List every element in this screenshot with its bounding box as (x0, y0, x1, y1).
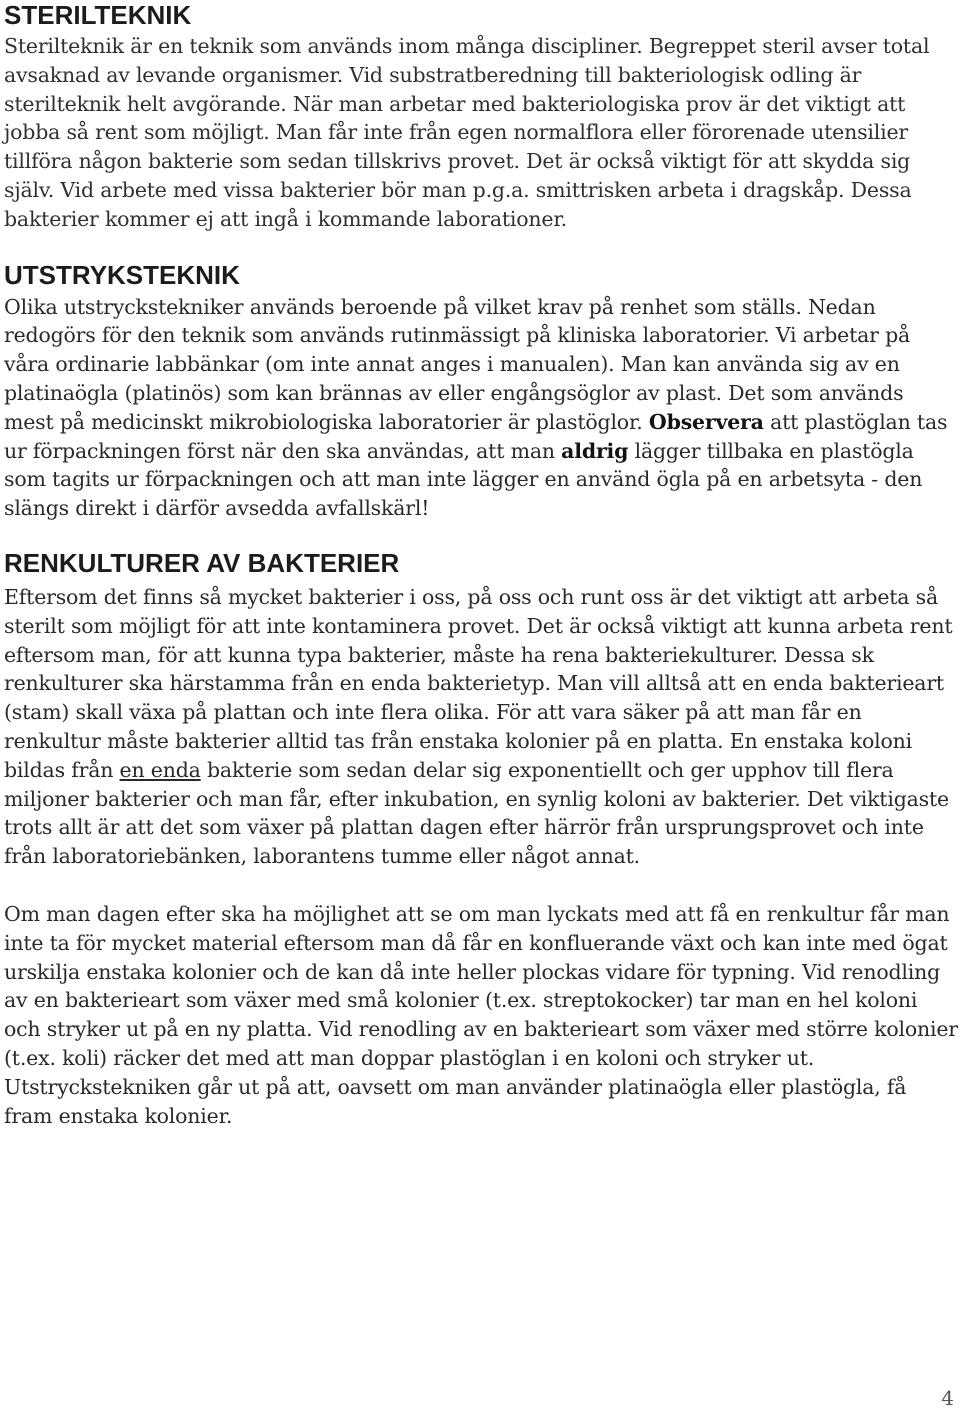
heading-sterilteknik: STERILTEKNIK (4, 0, 192, 30)
text-run: att plastöglan tas ur förpackningen först när den ska användas, att man (4, 409, 948, 463)
text-run: Olika utstryckstekniker används beroende på vilket krav på renhet som ställs. Nedan redogörs för den teknik som används rutinmässigt på kliniska laboratorier. Vi arbetar på våra ordinarie labbänkar (om inte annat anges i manualen). Man kan använda sig av en platinaögla (platinös) som kan brännas av eller engångsöglor av plast. Det som används mest på medicinskt mikrobiologiska laboratorier är plastöglor. (4, 294, 911, 434)
heading-renkulturer: RENKULTURER AV BAKTERIER (4, 547, 400, 578)
emphasis-aldrig: aldrig (561, 438, 629, 463)
emphasis-observera: Observera (648, 409, 764, 434)
text-run: Eftersom det finns så mycket bakterier i oss, på oss och runt oss är det viktigt att arbeta så sterilt som möjligt för att inte kontaminera provet. Det är också viktigt att kunna arbeta rent eftersom man, för att kunna typa bakterier, måste ha rena bakteriekulturer. Dessa sk renkulturer ska härstamma från en enda bakterietyp. Man vill alltså att en enda bakterieart (stam) skall växa på plattan och inte flera olika. För att vara säker på att man får en renkultur måste bakterier alltid tas från enstaka kolonier på en platta. En enstaka koloni bildas från (4, 584, 953, 782)
paragraph-renkulturer-2: Om man dagen efter ska ha möjlighet att se om man lyckats med att få en renkultur får man inte ta för mycket material eftersom man då får en konfluerande växt och kan inte med ögat urskilja enstaka kolonier och de kan då inte heller plockas vidare för typning. Vid renodling av en bakterieart som växer med små kolonier (t.ex. streptokocker) tar man en hel koloni och stryker ut på en ny platta. Vid renodling av en bakterieart som växer med större kolonier (t.ex. koli) räcker det med att man doppar plastöglan i en koloni och stryker ut. Utstryckstekniken går ut på att, oavsett om man använder platinaögla eller plastögla, få fram enstaka kolonier. (4, 901, 958, 1128)
document-page (4, 0, 958, 1130)
paragraph-renkulturer-1 (4, 583, 958, 871)
underlined-en-enda: en enda (119, 757, 201, 782)
paragraph-utstrykstektnik (4, 293, 958, 523)
heading-utstrykstektnik: UTSTRYKSTEKNIK (4, 259, 240, 290)
page-number: 4 (941, 1386, 954, 1410)
text-run: lägger tillbaka en plastögla som tagits ur förpackningen och att man inte lägger en använd ögla på en arbetsyta - den slängs direkt i därför avsedda avfallskärl! (4, 438, 923, 521)
paragraph-sterilteknik: Sterilteknik är en teknik som används inom många discipliner. Begreppet steril avser total avsaknad av levande organismer. Vid substratberedning till bakteriologisk odling är sterilteknik helt avgörande. När man arbetar med bakteriologiska prov är det viktigt att jobba så rent som möjligt. Man får inte från egen normalflora eller förorenade utensilier tillföra någon bakterie som sedan tillskrivs provet. Det är också viktigt för att skydda sig själv. Vid arbete med vissa bakterier bör man p.g.a. smittrisken arbeta i dragskåp. Dessa bakterier kommer ej att ingå i kommande laborationer. (4, 34, 930, 231)
text-run: bakterie som sedan delar sig exponentiellt och ger upphov till flera miljoner bakterier och man får, efter inkubation, en synlig koloni av bakterier. Det viktigaste trots allt är att det som växer på plattan dagen efter härrör från ursprungsprovet och inte från laboratoriebänken, laborantens tumme eller något annat. (4, 757, 949, 869)
